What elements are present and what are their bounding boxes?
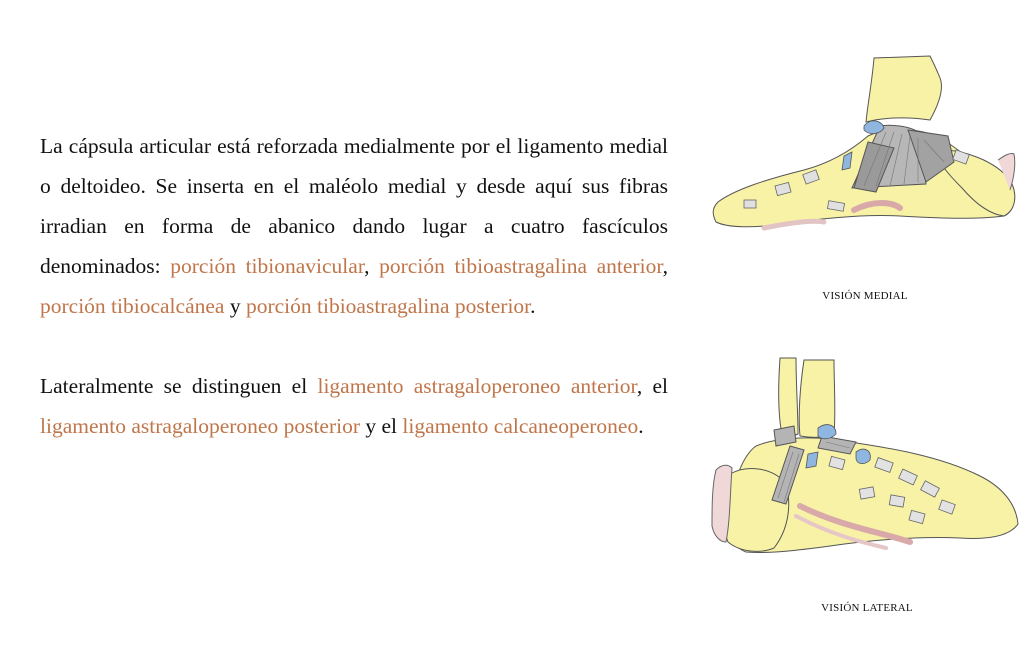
text-segment: . — [638, 414, 644, 438]
term-ligamento-calcaneoperoneo: ligamento calcaneoperoneo — [402, 414, 639, 438]
text-segment: y — [224, 294, 246, 318]
text-segment: Lateralmente se distinguen el — [40, 374, 318, 398]
foot-medial-view-illustration — [704, 52, 1024, 252]
term-porcion-tibioastragalina-anterior: porción tibioastragalina anterior — [379, 254, 663, 278]
term-ligamento-astragaloperoneo-anterior: ligamento astragaloperoneo anterior — [317, 374, 637, 398]
term-porcion-tibioastragalina-posterior: porción tibioastragalina posterior — [245, 294, 531, 318]
text-segment: y el — [360, 414, 403, 438]
term-porcion-tibiocalcanea: porción tibiocalcánea — [40, 294, 225, 318]
term-porcion-tibionavicular: porción tibionavicular — [170, 254, 365, 278]
foot-lateral-view-illustration — [700, 356, 1024, 568]
text-segment: , el — [636, 374, 668, 398]
caption-lateral-view: VISIÓN LATERAL — [821, 602, 913, 614]
text-segment: La cápsula articular está reforzada medialmente por el ligamento medial o deltoideo. Se inserta en el maléolo medial y desde aquí sus fibras irradian en forma de abanico dando lugar a cuatro fascículos denominados: — [40, 134, 668, 278]
text-column — [40, 126, 668, 446]
text-segment: , — [364, 254, 380, 278]
text-segment: , — [662, 254, 668, 278]
text-segment: . — [530, 294, 536, 318]
paragraph-medial-ligament — [40, 126, 668, 326]
caption-medial-view: VISIÓN MEDIAL — [822, 290, 908, 302]
paragraph-lateral-ligaments — [40, 366, 668, 446]
term-ligamento-astragaloperoneo-posterior: ligamento astragaloperoneo posterior — [40, 414, 361, 438]
